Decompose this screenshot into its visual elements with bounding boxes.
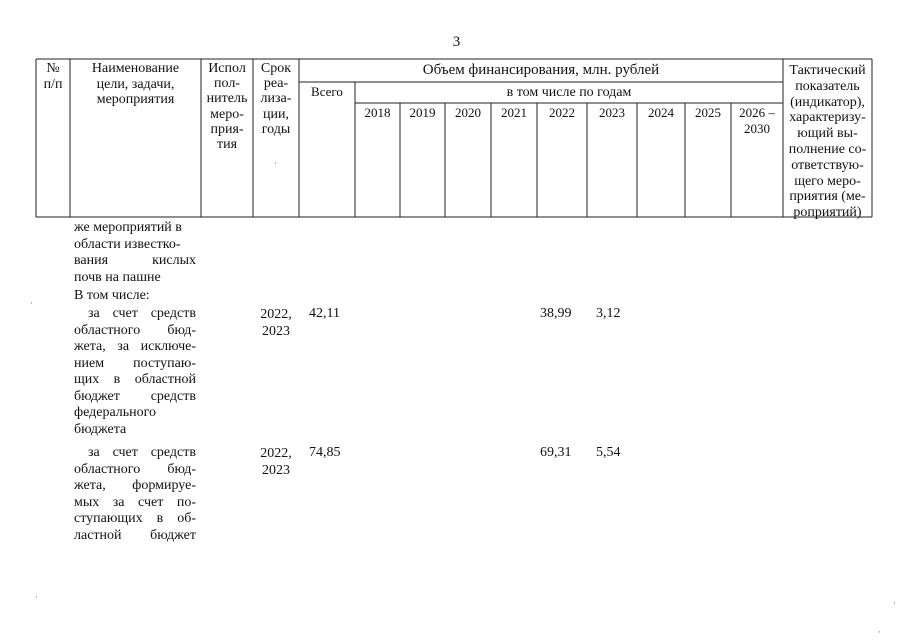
header-year: 2026 – 2030 [739,105,775,136]
name-line: ластной бюджет [74,527,196,543]
scan-speck: · [893,598,896,608]
name-line: ступающих в об- [74,511,196,526]
header-year: 2019 [409,105,436,120]
name-line: области известко- [74,236,181,252]
header-year: 2021 [501,105,527,120]
row-1-name [74,306,196,438]
in-total-label: В том числе: [74,288,150,303]
row-1-2022: 38,99 [540,306,572,321]
name-line: областного бюд- [74,322,196,338]
row-1-term: 2022, 2023 [260,307,292,339]
name-line: жета, за исключе- [74,339,196,354]
row-2-name [74,445,196,544]
name-line: областного бюд- [74,461,196,477]
header-year: 2023 [599,105,625,120]
name-line: же мероприятий в [74,220,182,235]
header-year: 2020 [455,105,481,120]
header-year: 2022 [549,105,575,120]
name-line: бюджет средств [74,388,196,404]
row-2-total: 74,85 [309,445,341,460]
header-by-years: в том числе по годам [506,85,632,100]
name-line: федерального [74,405,157,420]
name-line: почв на пашне [74,269,161,285]
row-1-total: 42,11 [309,306,340,321]
scan-speck: · [30,298,33,308]
name-line: за счет средств [88,445,196,460]
header-executor: Испол пол- нитель меро- прия- тия [206,61,248,153]
page-number: 3 [452,34,461,50]
name-line: нием поступаю- [74,355,196,371]
name-line: за счет средств [88,306,196,321]
scan-speck: · [878,627,881,637]
row-2-2022: 69,31 [540,445,572,460]
row-2-2023: 5,54 [596,445,621,460]
name-line: вания кислых [74,253,196,268]
row-1-2023: 3,12 [596,306,621,321]
header-number: № п/п [43,61,63,92]
header-funding-title: Объем финансирования, млн. рублей [422,62,660,78]
header-year: 2025 [695,105,721,120]
name-line: жета, формируе- [74,478,196,493]
header-indicator: Тактический показатель (индикатор), характеризу- ющий вы- полнение со- ответствую- щего меро- приятия (ме- роприятий) [788,63,867,221]
header-total: Всего [311,84,343,99]
header-term: Срок реа- лиза- ции, годы [260,61,292,137]
name-line: мых за счет по- [74,494,196,510]
name-line: бюджета [74,421,127,437]
header-year: 2018 [364,105,391,120]
row-2-term: 2022, 2023 [260,446,292,478]
header-year: 2024 [648,105,674,120]
scan-speck: · [35,592,38,602]
scan-speck: · [274,158,277,168]
header-name: Наименование цели, задачи, мероприятия [91,61,180,107]
name-line: щих в областной [74,372,196,387]
continued-name [74,220,196,286]
